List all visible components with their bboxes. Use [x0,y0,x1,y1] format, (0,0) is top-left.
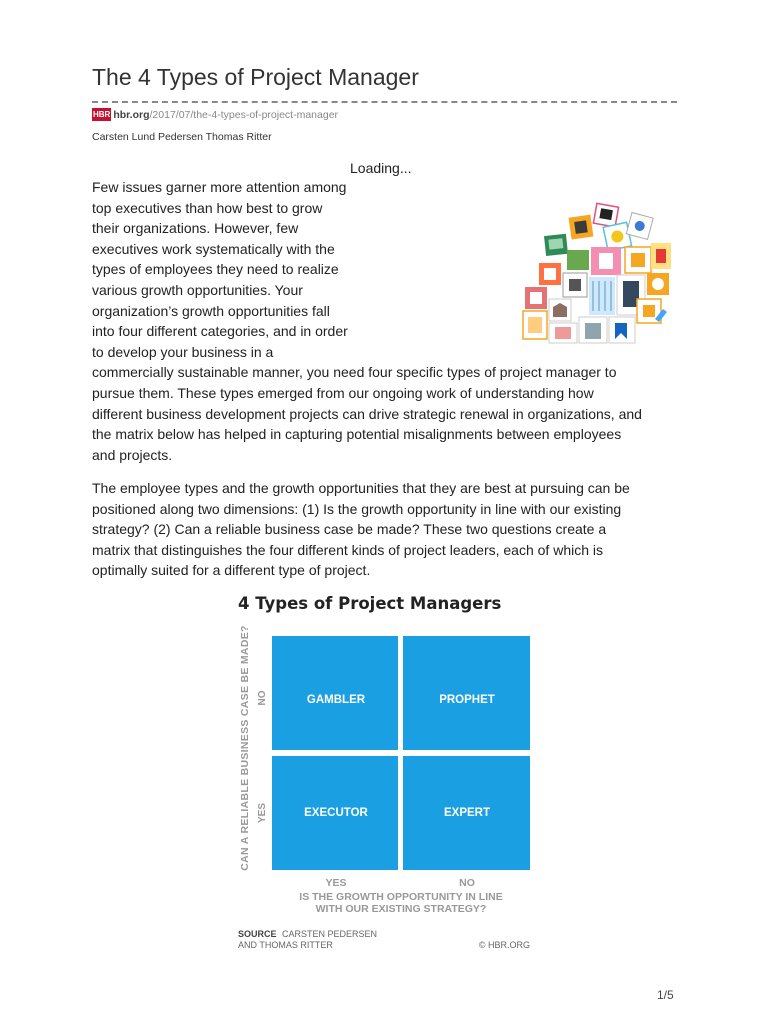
paragraph-line: and projects. [92,446,173,463]
matrix-source-line: CARSTEN PEDERSEN [282,929,378,939]
paragraph-line: The employee types and the growth opportunities that they are best at pursuing can be [92,480,630,496]
paragraph-line: different business development projects can drive strategic renewal in organizations, and [92,405,642,422]
page-title: The 4 Types of Project Manager [92,64,419,90]
matrix-source-label: SOURCE [238,929,277,939]
paragraph-line: executives work systematically with the [92,240,335,257]
paragraph-line: the matrix below has helped in capturing potential misalignments between employees [92,426,622,443]
paragraph-line: pursue them. These types emerged from our ongoing work of understanding how [92,385,594,401]
matrix-copyright: © HBR.ORG [478,940,530,950]
paragraph-line: optimally suited for a different type of project. [92,562,371,579]
page-number: 1/5 [657,988,674,1002]
source-domain[interactable]: hbr.org [113,108,150,121]
clothing-collage-illustration [515,195,677,345]
matrix-row-label: YES [257,802,268,824]
matrix-col-label: NO [459,877,475,889]
paragraph-line: top executives than how best to grow [92,199,323,216]
paragraph-line: Few issues garner more attention among [92,179,347,195]
paragraph-line: into four different categories, and in order [92,323,348,340]
matrix-cell-label: EXPERT [443,807,491,819]
paragraph-line: commercially sustainable manner, you need four specific types of project manager to [92,364,617,381]
paragraph-line: various growth opportunities. Your [92,282,303,298]
authors: Carsten Lund Pedersen Thomas Ritter [92,131,272,143]
paragraph-line: strategy? (2) Can a reliable business case be made? These two questions create a [92,521,607,538]
matrix-x-axis-label: WITH OUR EXISTING STRATEGY? [315,903,487,915]
matrix-cell-label: PROPHET [439,694,495,706]
matrix-col-label: YES [325,877,347,889]
paragraph-line: organization’s growth opportunities fall [92,302,330,319]
paragraph-line: types of employees they need to realize [92,261,339,278]
source-link[interactable] [92,108,338,121]
matrix-cell-gambler [272,636,398,750]
svg-text:SOURCE CARSTEN PEDERSEN [238,929,377,939]
matrix-title: 4 Types of Project Managers [238,594,502,613]
paragraph-line: matrix that distinguishes the four different kinds of project leaders, each of which is [92,541,604,558]
matrix-row-label: NO [257,690,268,706]
project-manager-matrix [236,588,532,954]
matrix-y-axis-label: CAN A RELIABLE BUSINESS CASE BE MADE? [239,625,251,871]
matrix-source-line: AND THOMAS RITTER [238,940,333,950]
title-divider [92,101,677,103]
paragraph-line: their organizations. However, few [92,220,299,237]
loading-text: Loading... [350,160,412,176]
paragraph-line: positioned along two dimensions: (1) Is the growth opportunity in line with our existing [92,500,622,517]
matrix-cell-label: EXECUTOR [304,807,368,819]
source-path[interactable]: /2017/07/the-4-types-of-project-manager [149,108,339,121]
hbr-logo-icon: HBR [93,110,111,119]
matrix-x-axis-label: IS THE GROWTH OPPORTUNITY IN LINE [299,891,503,903]
matrix-cell-label: GAMBLER [306,694,366,706]
paragraph-line: to develop your business in a [92,343,274,360]
matrix-cell-prophet [403,636,530,750]
